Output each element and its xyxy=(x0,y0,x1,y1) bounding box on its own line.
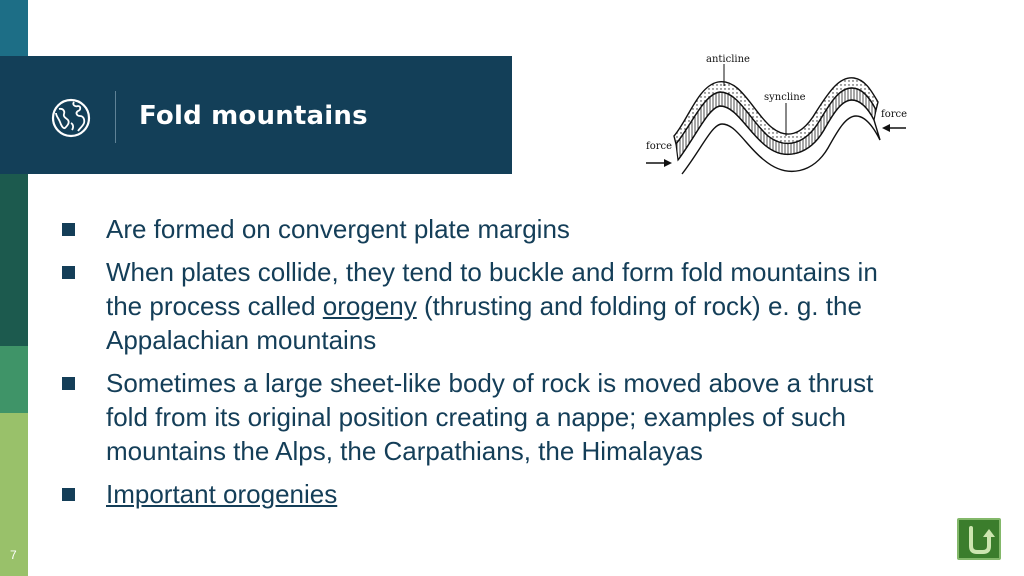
bullet-marker xyxy=(62,223,75,236)
bullet-text: Are formed on convergent plate margins xyxy=(106,214,570,244)
bullet-list xyxy=(62,212,902,520)
banner-divider xyxy=(115,91,116,143)
slide-title: Fold mountains xyxy=(139,101,368,131)
strip-segment-dark-green xyxy=(0,174,28,346)
syncline-label: syncline xyxy=(764,92,806,103)
fold-diagram xyxy=(640,48,912,182)
bullet-marker xyxy=(62,266,75,279)
return-arrow-icon xyxy=(959,520,999,558)
bullet-item xyxy=(62,477,902,511)
bullet-item xyxy=(62,255,902,357)
anticline-label: anticline xyxy=(706,54,750,65)
bullet-marker xyxy=(62,377,75,390)
orogeny-link[interactable]: orogeny xyxy=(322,291,417,321)
bullet-item xyxy=(62,212,902,246)
return-button[interactable] xyxy=(957,518,1001,560)
bullet-marker xyxy=(62,488,75,501)
force-right-label: force xyxy=(881,109,908,120)
important-orogenies-link[interactable]: Important orogenies xyxy=(106,479,338,509)
globe-icon xyxy=(50,97,92,139)
bullet-text: When plates collide, they tend to buckle and form fold mountains in the process called xyxy=(106,257,878,321)
strip-segment-teal xyxy=(0,0,28,56)
slide-number: 7 xyxy=(10,548,17,562)
bullet-text: Sometimes a large sheet-like body of rock is moved above a thrust fold from its original position creating a nappe; examples of such mountains the Alps, the Carpathians, the Himalayas xyxy=(106,368,874,466)
bullet-text-continued: (thrusting and folding of rock) e. g. the Appalachian mountains xyxy=(106,291,862,355)
force-left-label: force xyxy=(646,141,673,152)
strip-segment-green xyxy=(0,346,28,413)
bullet-item xyxy=(62,366,902,468)
